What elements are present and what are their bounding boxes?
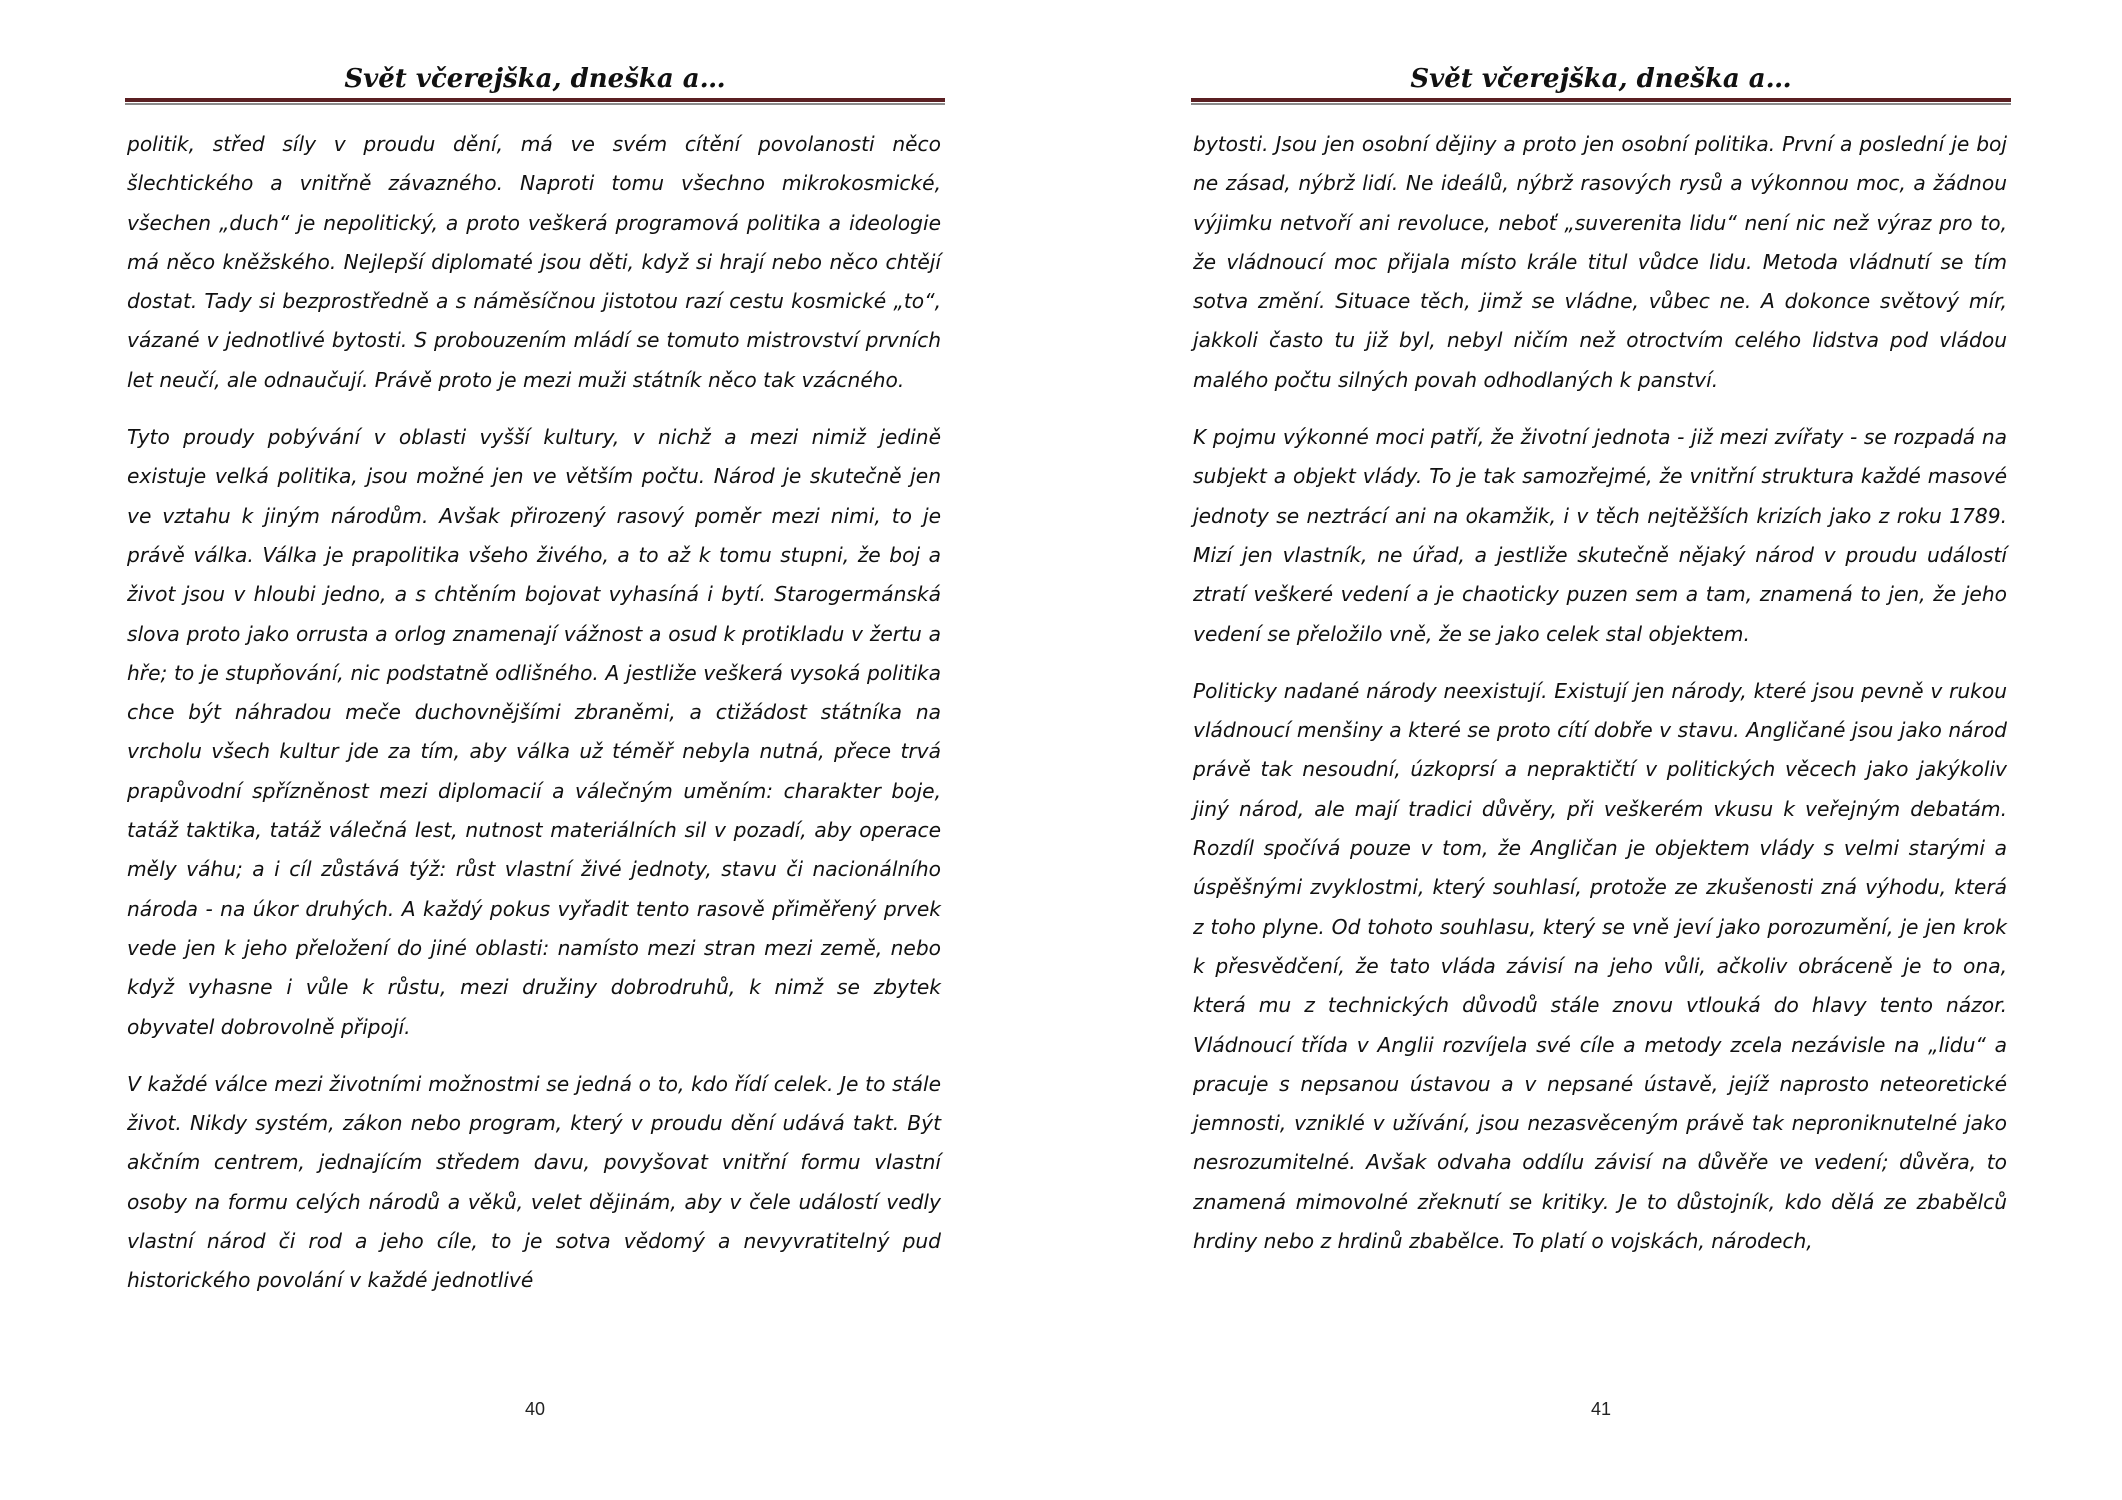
paragraph: V každé válce mezi životními možnostmi se jedná o to, kdo řídí celek. Je to stále život. Nikdy systém, zákon nebo program, který v proudu dění udává takt. Být akčním centrem, jednajícím středem davu, povyšovat vnitřní formu vlastní osoby na formu celých národů a věků, velet dějinám, aby v čele událostí vedly vlastní národ či rod a jeho cíle, to je sotva vědomý a nevyvratitelný pud historického povolání v každé jednotlivé xyxy=(127,1071,941,1293)
right-page xyxy=(1191,0,2011,1500)
header-rule-grey-line xyxy=(125,103,945,105)
page-number: 40 xyxy=(524,1399,546,1419)
header-rule xyxy=(1191,98,2011,106)
paragraph: politik, střed síly v proudu dění, má ve svém cítění povolanosti něco šlechtického a vnitřně závazného. Naproti tomu všechno mikrokosmické, všechen „duch“ je nepolitický, a proto veškerá programová politika a ideologie má něco kněžského. Nejlepší diplomaté jsou děti, když si hrají nebo něco chtějí dostat. Tady si bezprostředně a s náměsíčnou jistotou razí cestu kosmické „to“, vázané v jednotlivé bytosti. S probouzením mládí se tomuto mistrovství prvních let neučí, ale odnaučují. Právě proto je mezi muži státník něco tak vzácného. xyxy=(127,132,941,392)
header-rule-dark-line xyxy=(125,98,945,102)
paragraph: K pojmu výkonné moci patří, že životní jednota - již mezi zvířaty - se rozpadá na subjekt a objekt vlády. To je tak samozřejmé, že vnitřní struktura každé masové jednoty se neztrácí ani na okamžik, i v těch nejtěžších krizích jako z roku 1789. Mizí jen vlastník, ne úřad, a jestliže skutečně nějaký národ v proudu událostí ztratí veškeré vedení a je chaoticky puzen sem a tam, znamená to jen, že jeho vedení se přeložilo vně, že se jako celek stal objektem. xyxy=(1193,425,2007,646)
body-text xyxy=(127,125,941,1319)
running-header: Svět včerejška, dneška a… xyxy=(1410,64,1792,94)
paragraph: bytosti. Jsou jen osobní dějiny a proto jen osobní politika. První a poslední je boj ne zásad, nýbrž lidí. Ne ideálů, nýbrž rasových rysů a výkonnou moc, a žádnou výjimku netvoří ani revoluce, neboť „suverenita lidu“ není nic než výraz pro to, že vládnoucí moc přijala místo krále titul vůdce lidu. Metoda vládnutí se tím sotva změní. Situace těch, jimž se vládne, vůbec ne. A dokonce světový mír, jakkoli často tu již byl, nebyl ničím než otroctvím celého lidstva pod vládou malého počtu silných povah odhodlaných k panství. xyxy=(1193,132,2007,392)
body-text xyxy=(1193,125,2007,1279)
left-page xyxy=(125,0,945,1500)
header-rule xyxy=(125,98,945,106)
running-header: Svět včerejška, dneška a… xyxy=(344,64,726,94)
paragraph: Politicky nadané národy neexistují. Existují jen národy, které jsou pevně v rukou vládnoucí menšiny a které se proto cítí dobře v stavu. Angličané jsou jako národ právě tak nesoudní, úzkoprsí a nepraktičtí v politických věcech jako jakýkoliv jiný národ, ale mají tradici důvěry, při veškerém vkusu k veřejným debatám. Rozdíl spočívá pouze v tom, že Angličan je objektem vlády s velmi starými a úspěšnými zvyklostmi, který souhlasí, protože ze zkušenosti zná výhodu, která z toho plyne. Od tohoto souhlasu, který se vně jeví jako porozumění, je jen krok k přesvědčení, že tato vláda závisí na jeho vůli, ačkoliv obráceně je to ona, která mu z technických důvodů stále znovu vtlouká do hlavy tento názor. Vládnoucí třída v Anglii rozvíjela své cíle a metody zcela nezávisle na „lidu“ a pracuje s nepsanou ústavou a v nepsané ústavě, jejíž naprosto neteoretické jemnosti, vzniklé v užívání, jsou nezasvěceným právě tak neproniknutelné jako nesrozumitelné. Avšak odvaha oddílu závisí na důvěře ve vedení; důvěra, to znamená mimovolné zřeknutí se kritiky. Je to důstojník, kdo dělá ze zbabělců hrdiny nebo z hrdinů zbabělce. To platí o vojskách, národech, xyxy=(1193,678,2007,1254)
header-rule-grey-line xyxy=(1191,103,2011,105)
paragraph: Tyto proudy pobývání v oblasti vyšší kultury, v nichž a mezi nimiž jedině existuje velká politika, jsou možné jen ve větším počtu. Národ je skutečně jen ve vztahu k jiným národům. Avšak přirozený rasový poměr mezi nimi, to je právě válka. Válka je prapolitika všeho živého, a to až k tomu stupni, že boj a život jsou v hloubi jedno, a s chtěním bojovat vyhasíná i bytí. Starogermánská slova proto jako orrusta a orlog znamenají vážnost a osud k protikladu v žertu a hře; to je stupňování, nic podstatně odlišného. A jestliže veškerá vysoká politika chce být náhradou meče duchovnějšími zbraněmi, a ctižádost státníka na vrcholu všech kultur jde za tím, aby válka už téměř nebyla nutná, přece trvá prapůvodní spřízněnost mezi diplomacií a válečným uměním: charakter boje, tatáž taktika, tatáž válečná lest, nutnost materiálních sil v pozadí, aby operace měly váhu; a i cíl zůstává týž: růst vlastní živé jednoty, stavu či nacionálního národa - na úkor druhých. A každý pokus vyřadit tento rasově přiměřený prvek vede jen k jeho přeložení do jiné oblasti: namísto mezi stran mezi země, nebo když vyhasne i vůle k růstu, mezi družiny dobrodruhů, k nimž se zbytek obyvatel dobrovolně připojí. xyxy=(127,425,941,1039)
page-number: 41 xyxy=(1590,1399,1612,1419)
header-rule-dark-line xyxy=(1191,98,2011,102)
